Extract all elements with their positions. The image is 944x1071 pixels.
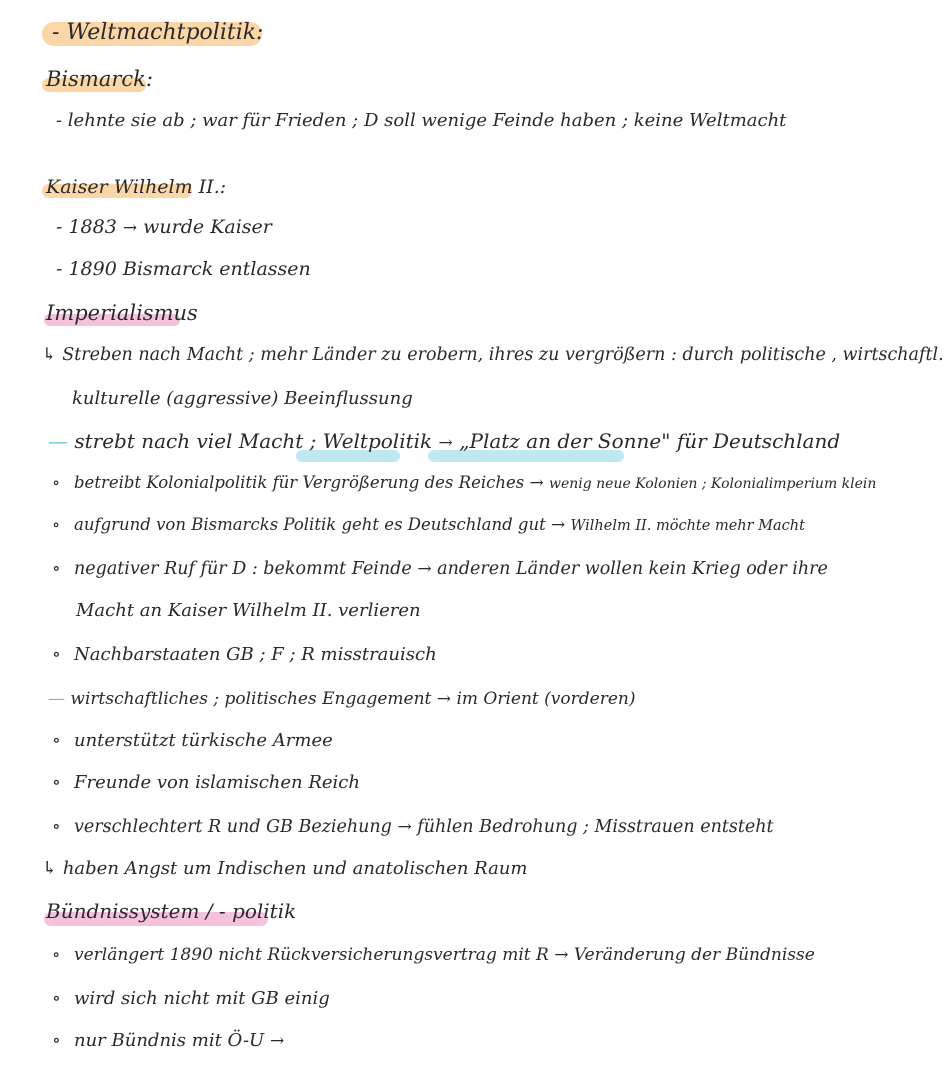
note-text: - 1883: [56, 216, 117, 238]
note-text: haben Angst um Indischen und anatolischen Raum: [62, 858, 528, 879]
hook-arrow-icon: ↳: [42, 345, 57, 365]
note-line: [48, 686, 635, 712]
bullet-icon: ∘: [52, 644, 61, 665]
note-text: negativer Ruf für D : bekommt Feinde: [74, 559, 412, 579]
bullet-icon: ∘: [52, 515, 61, 534]
page-title: - Weltmachtpolitik:: [52, 20, 264, 45]
hook-arrow-icon: ↳: [42, 858, 58, 879]
note-text: Wilhelm II. möchte mehr Macht: [570, 518, 805, 534]
note-text: strebt nach viel Macht ;: [74, 429, 317, 453]
bullet-icon: ∘: [52, 1030, 61, 1051]
note-line: [52, 642, 437, 668]
note-text: wenig neue Kolonien ; Kolonialimperium klein: [548, 476, 877, 492]
note-text: im Orient (vorderen): [456, 689, 636, 709]
note-text: betreibt Kolonialpolitik für Vergrößerung des Reiches: [74, 473, 525, 492]
note-line: [52, 556, 828, 582]
note-line: kulturelle (aggressive) Beeinflussung: [72, 388, 413, 409]
heading-imperialismus: Imperialismus: [46, 301, 198, 325]
arrow-icon: →: [554, 945, 569, 965]
note-text: Veränderung der Bündnisse: [573, 945, 815, 965]
note-text: verschlechtert R und GB Beziehung: [74, 817, 392, 837]
note-text: nur Bündnis mit Ö-U: [74, 1030, 265, 1051]
note-line: [52, 728, 333, 754]
note-text: für Deutschland: [676, 429, 841, 453]
note-line: [52, 470, 876, 497]
arrow-icon: →: [438, 433, 453, 453]
note-line: [52, 986, 330, 1012]
arrow-icon: →: [529, 473, 544, 493]
note-line: Macht an Kaiser Wilhelm II. verlieren: [76, 600, 421, 621]
note-text: Freunde von islamischen Reich: [74, 772, 360, 793]
dash-icon: —: [48, 689, 65, 709]
note-line: [52, 942, 815, 968]
arrow-icon: →: [269, 1031, 285, 1051]
note-text: wirtschaftliches ; politisches Engagement: [70, 689, 432, 709]
bullet-icon: ∘: [52, 817, 61, 837]
note-text: wurde Kaiser: [143, 216, 272, 238]
note-line: [42, 342, 944, 368]
note-text: fühlen Bedrohung ; Misstrauen entsteht: [417, 817, 774, 837]
dash-icon: —: [48, 429, 68, 453]
arrow-icon: →: [550, 515, 566, 535]
bullet-icon: ∘: [52, 988, 61, 1009]
note-line: - 1890 Bismarck entlassen: [56, 258, 311, 280]
heading-bismarck: Bismarck:: [46, 67, 153, 91]
note-text: unterstützt türkische Armee: [74, 730, 333, 751]
note-text: Nachbarstaaten GB ; F ; R misstrauisch: [74, 644, 437, 665]
arrow-icon: →: [397, 817, 412, 837]
note-text: aufgrund von Bismarcks Politik geht es Deutschland gut: [74, 515, 546, 534]
bullet-icon: ∘: [52, 730, 61, 751]
note-line: [56, 214, 272, 241]
note-line: - lehnte sie ab ; war für Frieden ; D soll wenige Feinde haben ; keine Weltmacht: [56, 110, 787, 131]
arrow-icon: →: [436, 689, 452, 709]
note-line: [42, 856, 528, 882]
note-text: Weltpolitik: [322, 429, 433, 453]
note-line: [52, 1028, 284, 1054]
note-line: [48, 428, 840, 456]
note-text: Streben nach Macht ; mehr Länder zu erobern, ihres zu vergrößern : durch politische , wirtschaftl.: [62, 345, 944, 365]
note-text: „Platz an der Sonne": [459, 429, 671, 453]
bullet-icon: ∘: [52, 772, 61, 793]
note-line: [52, 814, 774, 840]
bullet-icon: ∘: [52, 559, 61, 579]
note-text: anderen Länder wollen kein Krieg oder ihre: [437, 559, 828, 579]
note-line: [52, 512, 805, 539]
bullet-icon: ∘: [52, 945, 61, 965]
note-text: verlängert 1890 nicht Rückversicherungsvertrag mit R: [74, 945, 549, 965]
heading-kaiser: Kaiser Wilhelm II.:: [46, 176, 227, 198]
bullet-icon: ∘: [52, 473, 61, 492]
note-text: wird sich nicht mit GB einig: [74, 988, 330, 1009]
note-line: [52, 770, 360, 796]
heading-buendnis: Bündnissystem / - politik: [46, 899, 297, 923]
arrow-icon: →: [417, 559, 432, 579]
arrow-icon: →: [122, 218, 138, 238]
